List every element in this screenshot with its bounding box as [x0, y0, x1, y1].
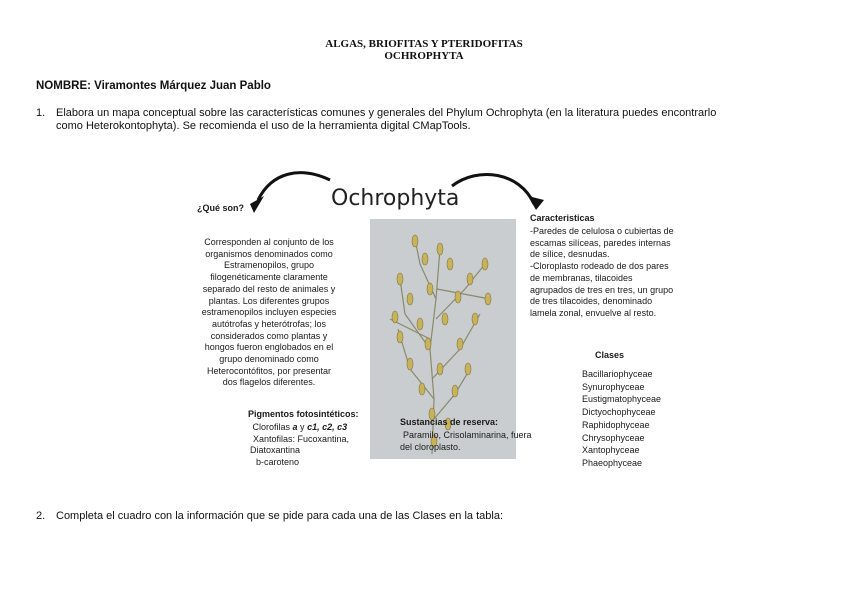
document-title: ALGAS, BRIOFITAS Y PTERIDOFITAS — [325, 38, 523, 50]
clase-item: Raphidophyceae — [582, 419, 650, 430]
question-1-number: 1. — [36, 107, 46, 119]
sustancias-description — [400, 430, 560, 453]
que-son-line: filogenéticamente claramente — [210, 272, 328, 283]
clorofilas-prefix: Clorofilas — [252, 422, 293, 432]
question-2-text: Completa el cuadro con la información que se pide para cada una de las Clases en la tabla: — [56, 510, 503, 522]
caracteristicas-line: de sílice, desnudas. — [530, 249, 610, 260]
que-son-heading: ¿Qué son? — [197, 203, 244, 213]
que-son-line: organismos denominados como — [205, 248, 333, 259]
clase-item: Chrysophyceae — [582, 432, 645, 443]
question-1-line-2: como Heterokontophyta). Se recomienda el uso de la herramienta digital CMapTools. — [56, 120, 471, 132]
caracteristicas-line: de membranas, tilacoides — [530, 272, 633, 283]
que-son-line: dos flagelos diferentes. — [222, 377, 316, 388]
clorofilas-line — [250, 422, 390, 434]
clases-heading: Clases — [595, 350, 625, 360]
que-son-description — [180, 237, 358, 389]
que-son-line: estramenopilos incluyen especies — [201, 307, 337, 318]
que-son-line: grupo denominado como — [219, 354, 319, 365]
left-arrowhead — [250, 196, 264, 213]
sustancias-line-2: del cloroplasto. — [400, 441, 461, 452]
student-name: NOMBRE: Viramontes Márquez Juan Pablo — [36, 80, 271, 92]
concept-map-title: Ochrophyta — [331, 186, 460, 211]
que-son-line: considerados como plantas y — [210, 330, 328, 341]
caracteristicas-line: escamas silíceas, paredes internas — [530, 237, 671, 248]
sustancias-heading: Sustancias de reserva: — [400, 417, 499, 427]
right-arrowhead — [528, 196, 544, 210]
caracteristicas-heading: Caracteristicas — [530, 213, 595, 223]
que-son-line: separado del resto de animales y — [202, 283, 336, 294]
clases-list — [582, 368, 692, 470]
xantofilas-line: Xantofilas: Fucoxantina, — [253, 433, 350, 444]
clase-item: Eustigmatophyceae — [582, 394, 662, 405]
pigmentos-description — [250, 422, 390, 469]
sustancias-line-1: Paramilo, Crisolaminarina, fuera — [403, 430, 532, 440]
caracteristicas-line: de tres tilacoides, denominado — [530, 296, 653, 307]
right-arrow — [452, 174, 534, 204]
caracteristicas-line: lamela zonal, envuelve al resto. — [530, 307, 657, 318]
que-son-line: plantas. Los diferentes grupos — [208, 295, 330, 306]
caracteristicas-line: -Paredes de celulosa o cubiertas de — [530, 226, 674, 236]
question-1-line-1: Elabora un mapa conceptual sobre las características comunes y generales del Phylum Ochrophyta (en la literatura puedes encontrarlo — [56, 107, 717, 119]
clase-item: Phaeophyceae — [582, 457, 643, 468]
clorofilas-y: y — [297, 422, 308, 432]
pigmentos-heading: Pigmentos fotosintéticos: — [248, 409, 359, 419]
caracteristicas-line: agrupados de tres en tres, un grupo — [530, 284, 674, 295]
clorofilas-c: c1, c2, c3 — [307, 422, 348, 432]
caroteno-line: b-caroteno — [256, 457, 300, 468]
question-2-number: 2. — [36, 510, 46, 522]
clase-item: Dictyochophyceae — [582, 407, 656, 418]
que-son-line: Estramenopilos, grupo — [223, 260, 315, 271]
que-son-line: Heterocontófitos, por presentar — [206, 365, 332, 376]
left-arrow — [258, 173, 330, 200]
clase-item: Bacillariophyceae — [582, 369, 653, 379]
clorofila-a: a — [292, 422, 298, 432]
que-son-line: Corresponden al conjunto de los — [204, 237, 334, 247]
caracteristicas-line: -Cloroplasto rodeado de dos pares — [530, 261, 669, 272]
clase-item: Synurophyceae — [582, 381, 645, 392]
caracteristicas-description — [530, 226, 710, 320]
diatoxantina-line: Diatoxantina — [250, 445, 301, 456]
que-son-line: hongos fueron englobados en el — [204, 342, 334, 353]
clase-item: Xantophyceae — [582, 445, 640, 456]
document-subtitle: OCHROPHYTA — [384, 50, 464, 62]
que-son-line: autótrofas y heterótrofas; los — [211, 318, 327, 329]
